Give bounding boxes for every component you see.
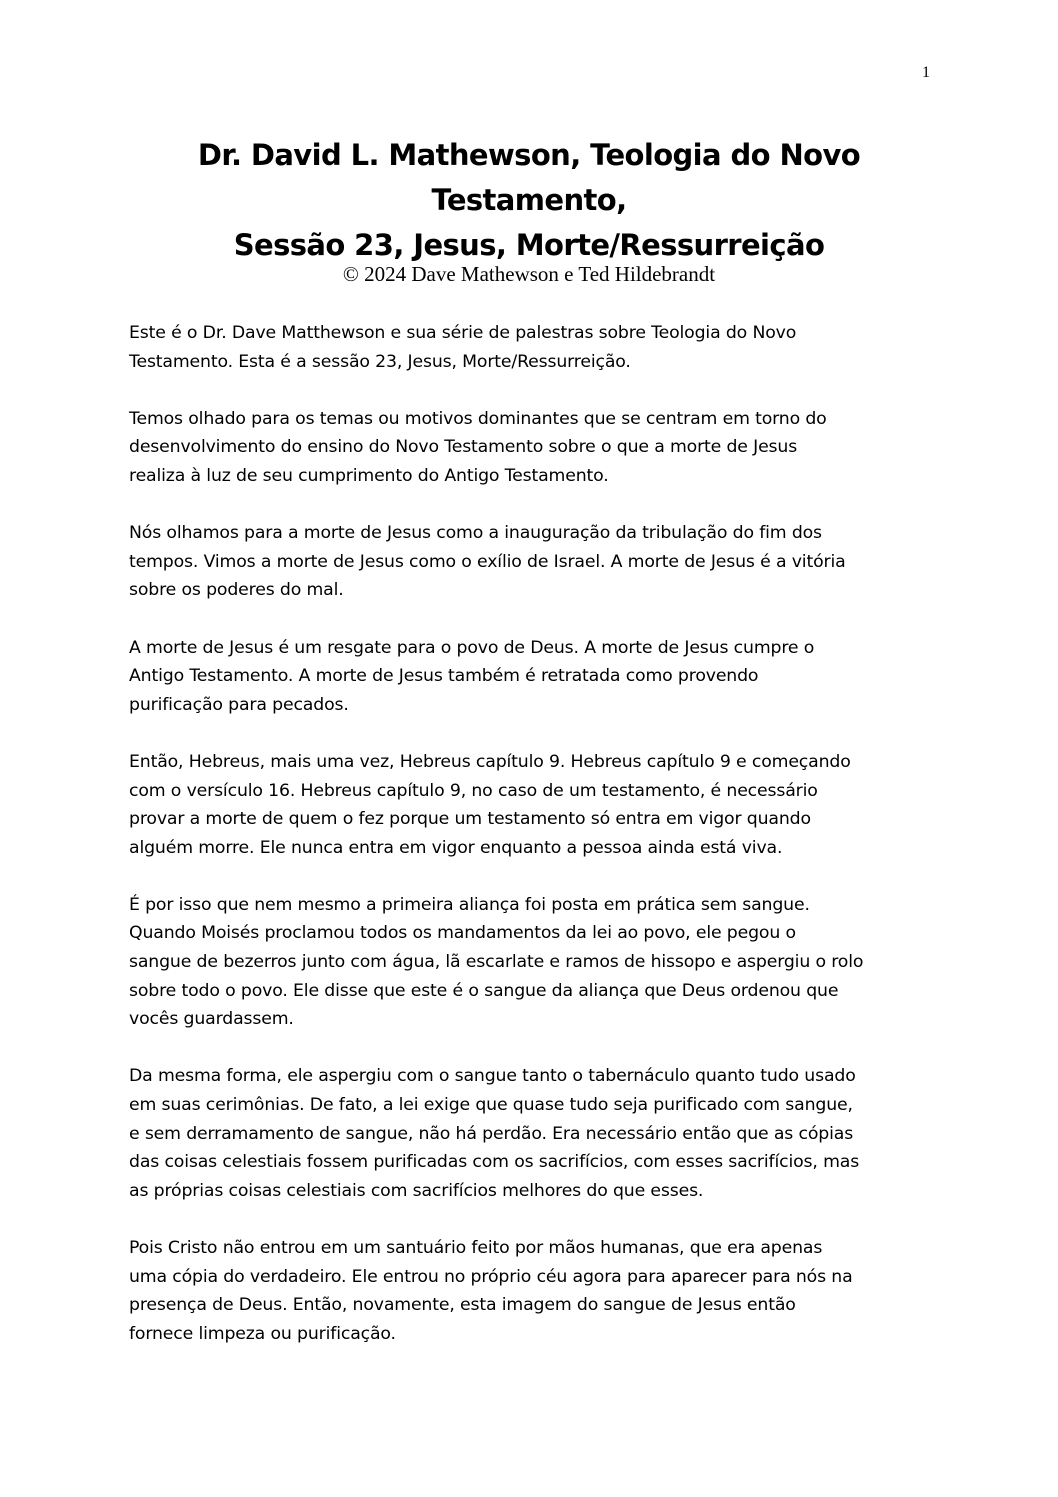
document-title-line: Dr. David L. Mathewson, Teologia do Novo [197, 138, 861, 172]
paragraph-line: e sem derramamento de sangue, não há perdão. Era necessário então que as cópias [129, 1123, 854, 1144]
paragraph-line: em suas cerimônias. De fato, a lei exige que quase tudo seja purificado com sangue, [129, 1095, 853, 1116]
paragraph-line: Temos olhado para os temas ou motivos dominantes que se centram em torno do [129, 408, 827, 429]
paragraph [129, 634, 944, 720]
paragraph [129, 319, 944, 376]
paragraph-line: purificação para pecados. [129, 694, 349, 715]
paragraph-line: vocês guardassem. [129, 1009, 294, 1030]
paragraph-line: realiza à luz de seu cumprimento do Antigo Testamento. [129, 465, 609, 486]
paragraph [129, 1062, 944, 1205]
paragraph [129, 748, 944, 862]
paragraph-line: Este é o Dr. Dave Matthewson e sua série de palestras sobre Teologia do Novo [129, 323, 797, 343]
paragraph-line: Pois Cristo não entrou em um santuário feito por mãos humanas, que era apenas [129, 1238, 823, 1258]
paragraph-line: Quando Moisés proclamou todos os mandamentos da lei ao povo, ele pegou o [129, 923, 796, 944]
paragraph [129, 519, 944, 605]
paragraph [129, 1234, 944, 1348]
paragraph-line: desenvolvimento do ensino do Novo Testamento sobre o que a morte de Jesus [129, 437, 798, 458]
page-number: 1 [922, 64, 930, 81]
paragraph-line: Antigo Testamento. A morte de Jesus também é retratada como provendo [129, 666, 759, 687]
paragraph-line: das coisas celestiais fossem purificadas com os sacrifícios, com esses sacrifícios, mas [129, 1152, 860, 1173]
paragraph-line: É por isso que nem mesmo a primeira aliança foi posta em prática sem sangue. [129, 894, 810, 915]
paragraph-line: Então, Hebreus, mais uma vez, Hebreus capítulo 9. Hebreus capítulo 9 e começando [129, 751, 851, 772]
paragraph-line: Nós olhamos para a morte de Jesus como a inauguração da tribulação do fim dos [129, 523, 822, 544]
document-title-line: Sessão 23, Jesus, Morte/Ressurreição [233, 228, 825, 262]
paragraph-line: com o versículo 16. Hebreus capítulo 9, no caso de um testamento, é necessário [129, 780, 818, 801]
paragraph-line: fornece limpeza ou purificação. [129, 1323, 396, 1344]
paragraph-line: presença de Deus. Então, novamente, esta imagem do sangue de Jesus então [129, 1295, 796, 1316]
copyright-notice: © 2024 Dave Mathewson e Ted Hildebrandt [342, 262, 716, 286]
document-body [129, 319, 944, 1377]
paragraph-line: Da mesma forma, ele aspergiu com o sangue tanto o tabernáculo quanto tudo usado [129, 1066, 856, 1087]
paragraph-line: uma cópia do verdadeiro. Ele entrou no próprio céu agora para aparecer para nós na [129, 1266, 853, 1287]
paragraph [129, 405, 944, 491]
paragraph-line: as próprias coisas celestiais com sacrifícios melhores do que esses. [129, 1180, 704, 1201]
document-title-line: Testamento, [431, 183, 627, 217]
paragraph-line: sobre os poderes do mal. [129, 580, 344, 601]
document-header [100, 133, 958, 286]
paragraph-line: sangue de bezerros junto com água, lã escarlate e ramos de hissopo e aspergiu o rolo [129, 952, 864, 973]
paragraph [129, 891, 944, 1034]
paragraph-line: alguém morre. Ele nunca entra em vigor enquanto a pessoa ainda está viva. [129, 837, 783, 858]
paragraph-line: Testamento. Esta é a sessão 23, Jesus, Morte/Ressurreição. [129, 351, 631, 372]
paragraph-line: tempos. Vimos a morte de Jesus como o exílio de Israel. A morte de Jesus é a vitória [129, 551, 846, 572]
paragraph-line: A morte de Jesus é um resgate para o povo de Deus. A morte de Jesus cumpre o [129, 637, 815, 658]
paragraph-line: sobre todo o povo. Ele disse que este é o sangue da aliança que Deus ordenou que [129, 980, 839, 1001]
paragraph-line: provar a morte de quem o fez porque um testamento só entra em vigor quando [129, 809, 811, 830]
